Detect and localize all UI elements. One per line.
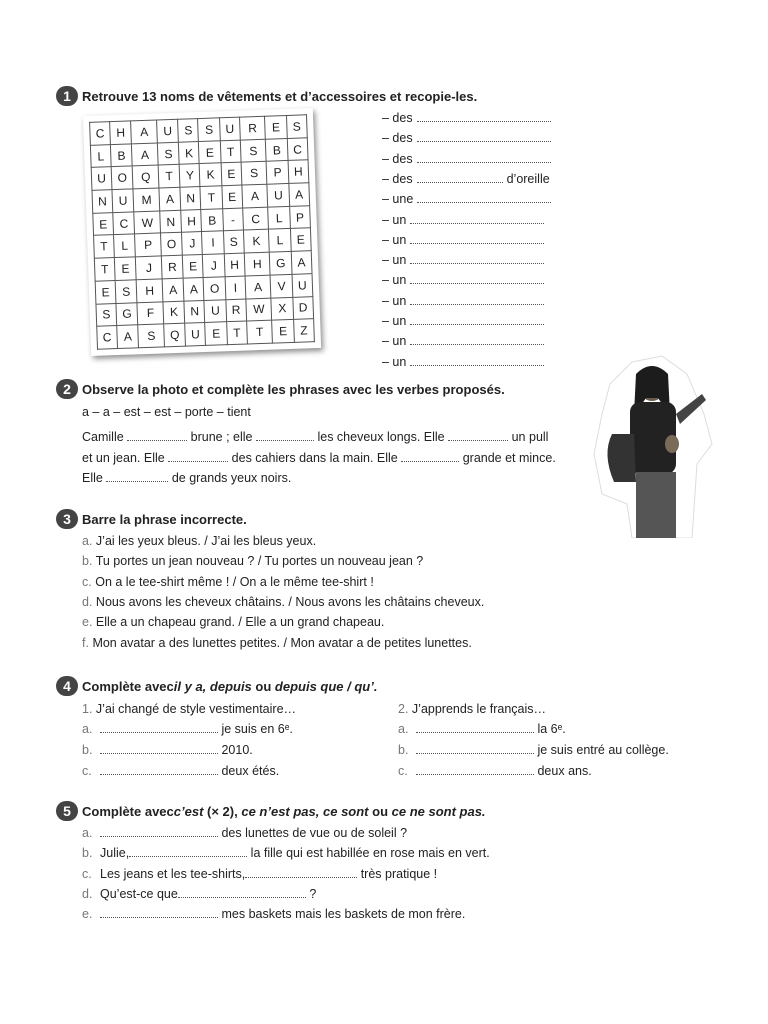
grid-cell: E: [95, 280, 116, 303]
sentence-item[interactable]: [82, 534, 316, 548]
grid-cell: P: [267, 161, 289, 184]
grid-cell: B: [201, 209, 223, 232]
grid-cell: L: [114, 234, 136, 257]
grid-cell: S: [198, 118, 220, 141]
exercise-number-badge: 2: [56, 379, 78, 399]
grid-cell: H: [288, 160, 309, 183]
suffix: d’oreille: [506, 171, 550, 186]
exercise-number-badge: 3: [56, 509, 78, 529]
item-text: deux étés.: [221, 764, 280, 778]
text: de grands yeux noirs.: [171, 471, 292, 485]
grid-cell: I: [202, 231, 224, 254]
grid-cell: O: [161, 233, 183, 256]
grid-cell: E: [265, 115, 287, 138]
answer-line: [382, 273, 544, 287]
title-part: depuis que / qu’.: [274, 678, 378, 694]
sentence-line-1: [82, 430, 548, 444]
title-part: ou: [368, 803, 392, 819]
item-letter: c.: [82, 574, 92, 589]
grid-cell: N: [160, 210, 182, 233]
exercise-2-heading: [56, 379, 505, 399]
grid-cell: B: [266, 138, 288, 161]
article: – des: [382, 151, 413, 166]
exercise-number-badge: 4: [56, 676, 78, 696]
exercise-3-heading: [56, 509, 247, 529]
grid-cell: Q: [164, 323, 186, 347]
grid-cell: P: [135, 233, 161, 257]
item-letter: c.: [82, 764, 92, 778]
grid-cell: H: [244, 252, 270, 276]
verb-list: a – a – est – est – porte – tient: [82, 405, 251, 419]
title-part: il y a, depuis: [173, 678, 252, 694]
sentence-item[interactable]: [82, 575, 374, 589]
blank[interactable]: [168, 451, 228, 462]
blank[interactable]: [410, 314, 544, 325]
fill-item: [398, 764, 669, 785]
article: – des: [382, 171, 413, 186]
exercise-number-badge: 5: [56, 801, 78, 821]
grid-cell: E: [93, 212, 114, 235]
title-part: Complète avec: [82, 678, 174, 694]
article: – un: [382, 212, 407, 227]
grid-cell: X: [271, 297, 293, 320]
grid-cell: C: [113, 212, 135, 235]
blank[interactable]: [100, 722, 218, 733]
title-part: c’est: [173, 803, 204, 819]
blank[interactable]: [245, 867, 357, 878]
grid-cell: F: [137, 301, 163, 325]
grid-cell: E: [114, 257, 136, 280]
fill-item: [82, 867, 437, 881]
item-pre: Julie,: [100, 846, 130, 861]
title-part: ce ne sont pas.: [391, 803, 486, 819]
fill-item: [82, 826, 407, 840]
grid-cell: K: [243, 230, 269, 254]
fill-item: [82, 846, 490, 860]
exercise-1-title: Retrouve 13 noms de vêtements et d’accessoires et recopie-les.: [82, 88, 478, 104]
grid-cell: B: [110, 144, 132, 167]
exercise-4-heading: [56, 676, 377, 696]
sentence-item[interactable]: [82, 554, 423, 568]
grid-cell: T: [227, 321, 248, 344]
blank[interactable]: [416, 722, 534, 733]
answer-line: [382, 233, 544, 247]
blank[interactable]: [178, 887, 306, 898]
exercise-4-column-1: [82, 702, 296, 785]
text: un pull: [511, 430, 549, 444]
blank[interactable]: [410, 253, 544, 264]
grid-cell: E: [272, 320, 294, 344]
blank[interactable]: [416, 743, 534, 754]
answer-line: [382, 131, 551, 145]
grid-cell: R: [226, 299, 247, 322]
grid-cell: S: [178, 119, 199, 142]
fill-item: [82, 743, 296, 764]
fill-item: [82, 907, 465, 921]
blank[interactable]: [410, 355, 544, 366]
answer-line: [382, 152, 551, 166]
grid-cell: O: [204, 277, 226, 300]
grid-cell: U: [91, 167, 112, 190]
item-letter: f.: [82, 635, 89, 650]
grid-cell: S: [223, 230, 244, 253]
grid-cell: J: [182, 232, 203, 255]
grid-cell: J: [136, 256, 162, 280]
grid-cell: D: [293, 296, 314, 319]
grid-cell: L: [268, 206, 290, 229]
item-text: je suis en 6ᵉ.: [221, 722, 293, 736]
item-text: je suis entré au collège.: [537, 743, 669, 757]
grid-cell: S: [240, 139, 266, 163]
sentence-line-3: [82, 471, 291, 485]
sentence-item[interactable]: [82, 636, 472, 650]
article: – un: [382, 334, 407, 349]
item-letter: c.: [398, 764, 408, 778]
text: et un jean. Elle: [82, 451, 165, 465]
grid-cell: W: [134, 211, 160, 235]
blank[interactable]: [100, 743, 218, 754]
grid-cell: U: [292, 273, 313, 296]
exercise-2-title: Observe la photo et complète les phrases avec les verbes proposés.: [82, 381, 505, 397]
item-letter: a.: [82, 722, 93, 736]
item-letter: a.: [82, 534, 93, 548]
grid-cell: T: [220, 140, 241, 163]
answer-line: [382, 253, 544, 267]
title-part: Complète avec: [82, 803, 174, 819]
exercise-number-badge: 1: [56, 86, 78, 106]
grid-cell: N: [184, 300, 205, 323]
blank[interactable]: [410, 233, 544, 244]
grid-cell: E: [205, 322, 227, 346]
item-letter: d.: [82, 594, 93, 609]
grid-cell: T: [94, 235, 115, 258]
grid-cell: A: [162, 278, 184, 301]
blank[interactable]: [410, 294, 544, 305]
text: les cheveux longs. Elle: [317, 430, 445, 444]
item-letter: e.: [82, 907, 93, 922]
sentence-line-2: [82, 451, 556, 465]
grid-cell: H: [137, 279, 163, 303]
grid-cell: U: [267, 184, 289, 207]
grid-cell: A: [289, 183, 310, 206]
item-number: 2.: [398, 702, 409, 716]
item-text: 2010.: [221, 743, 253, 757]
sentence-item[interactable]: [82, 615, 384, 629]
text: grande et mince.: [462, 451, 556, 465]
grid-cell: N: [180, 187, 201, 210]
grid-cell: S: [96, 303, 117, 326]
article: – des: [382, 111, 413, 125]
word-search-grid: [83, 108, 321, 356]
fill-item: [82, 887, 316, 901]
answer-line: [382, 111, 551, 125]
blank[interactable]: [401, 451, 459, 462]
item-text: On a le tee-shirt même ! / On a le même tee-shirt !: [95, 574, 374, 589]
grid-cell: U: [157, 119, 179, 142]
item-title: J’apprends le français…: [411, 702, 547, 716]
item-text: Mon avatar a des lunettes petites. / Mon avatar a de petites lunettes.: [92, 635, 472, 650]
blank[interactable]: [410, 334, 544, 345]
blank[interactable]: [100, 764, 218, 775]
grid-cell: I: [225, 276, 246, 299]
item-text: J’ai les yeux bleus. / J’ai les bleus yeux.: [95, 534, 317, 548]
answer-line: [382, 294, 544, 308]
article: – un: [382, 232, 407, 247]
item-letter: b.: [398, 743, 409, 757]
exercise-1-heading: [56, 86, 477, 106]
grid-cell: A: [291, 251, 312, 274]
fill-item: [82, 722, 296, 743]
article: – un: [382, 293, 407, 308]
grid-cell: A: [183, 277, 204, 300]
grid-cell: H: [224, 253, 245, 276]
grid-cell: C: [90, 122, 111, 145]
blank[interactable]: [129, 846, 247, 857]
grid-cell: K: [179, 141, 200, 164]
grid-cell: T: [200, 186, 222, 209]
grid-cell: T: [158, 165, 180, 188]
item-letter: e.: [82, 615, 93, 630]
item-post: mes baskets mais les baskets de mon frère.: [221, 907, 466, 922]
grid-cell: S: [138, 324, 164, 348]
item-text: deux ans.: [537, 764, 592, 778]
title-part: (× 2),: [203, 803, 242, 819]
grid-cell: T: [94, 258, 115, 281]
item-letter: b.: [82, 743, 93, 757]
article: – un: [382, 354, 407, 369]
grid-cell: A: [245, 275, 271, 299]
item-text: la 6ᵉ.: [537, 722, 566, 736]
grid-cell: Z: [293, 319, 314, 343]
article: – un: [382, 273, 407, 288]
text: Camille: [82, 430, 124, 444]
answer-line: [382, 192, 551, 206]
fill-item: [398, 722, 669, 743]
exercise-3-title: Barre la phrase incorrecte.: [82, 511, 247, 527]
item-letter: b.: [82, 846, 93, 861]
text: brune ; elle: [190, 430, 253, 444]
answer-line: [382, 334, 544, 348]
blank[interactable]: [416, 764, 534, 775]
item-text: Elle a un chapeau grand. / Elle a un grand chapeau.: [95, 615, 385, 630]
item-letter: d.: [82, 886, 93, 901]
blank[interactable]: [417, 152, 551, 163]
grid-cell: A: [242, 184, 268, 208]
item-title: J’ai changé de style vestimentaire…: [95, 702, 297, 716]
blank[interactable]: [417, 192, 551, 203]
blank[interactable]: [106, 471, 168, 482]
grid-cell: Q: [133, 165, 159, 189]
grid-cell: R: [161, 255, 183, 278]
blank[interactable]: [100, 826, 218, 837]
grid-cell: S: [241, 162, 267, 186]
blank[interactable]: [127, 430, 187, 441]
grid-cell: A: [159, 187, 181, 210]
grid-cell: H: [181, 209, 202, 232]
item-text: Nous avons les cheveux châtains. / Nous avons les châtains cheveux.: [95, 594, 485, 609]
exercise-5-heading: [56, 801, 486, 821]
text: des cahiers dans la main. Elle: [231, 451, 398, 465]
title-part: ou: [251, 678, 275, 694]
item-post: la fille qui est habillée en rose mais en vert.: [250, 846, 490, 861]
item-pre: Les jeans et les tee-shirts,: [100, 866, 246, 881]
article: – des: [382, 131, 413, 146]
blank[interactable]: [417, 111, 551, 122]
grid-cell: S: [157, 142, 179, 165]
grid-cell: Y: [180, 164, 201, 187]
grid-cell: N: [92, 190, 113, 213]
grid-cell: E: [183, 255, 204, 278]
sentence-item[interactable]: [82, 595, 484, 609]
grid-cell: C: [287, 137, 308, 160]
grid-cell: J: [203, 254, 225, 277]
answer-line: [382, 172, 550, 186]
grid-cell: R: [239, 116, 265, 140]
grid-cell: K: [200, 163, 222, 186]
blank[interactable]: [417, 131, 551, 142]
grid-cell: E: [290, 228, 311, 251]
answer-line: [382, 314, 544, 328]
grid-cell: E: [199, 140, 221, 163]
blank[interactable]: [417, 172, 503, 183]
grid-cell: K: [163, 301, 185, 324]
item-letter: c.: [82, 866, 92, 881]
grid-cell: S: [286, 115, 307, 138]
blank[interactable]: [448, 430, 508, 441]
item-post: ?: [309, 886, 317, 901]
grid-cell: G: [116, 302, 138, 325]
item-post: très pratique !: [360, 866, 438, 881]
grid-cell: E: [221, 162, 242, 185]
grid-cell: U: [185, 323, 206, 346]
grid-cell: G: [270, 252, 292, 275]
item-post: des lunettes de vue ou de soleil ?: [221, 826, 408, 840]
text: Elle: [82, 471, 103, 485]
grid-cell: E: [222, 185, 243, 208]
blank[interactable]: [256, 430, 314, 441]
blank[interactable]: [410, 213, 544, 224]
grid-cell: P: [289, 205, 310, 228]
grid-cell: A: [132, 143, 158, 167]
grid-cell: A: [131, 120, 157, 144]
grid-cell: W: [246, 298, 272, 322]
item-letter: b.: [82, 554, 93, 569]
grid-cell: L: [269, 229, 291, 252]
article: – un: [382, 314, 407, 328]
blank[interactable]: [410, 273, 544, 284]
grid-cell: U: [204, 299, 226, 322]
grid-cell: U: [112, 189, 134, 212]
fill-item: [398, 743, 669, 764]
item-number: 1.: [82, 702, 93, 716]
grid-cell: C: [243, 207, 269, 231]
grid-cell: A: [117, 325, 139, 349]
grid-cell: T: [247, 320, 273, 344]
answer-line: [382, 213, 544, 227]
grid-cell: U: [219, 117, 240, 140]
blank[interactable]: [100, 907, 218, 918]
grid-cell: -: [223, 208, 244, 231]
item-letter: a.: [398, 722, 409, 736]
fill-item: [82, 764, 296, 785]
item-pre: Qu’est-ce que: [100, 886, 178, 901]
grid-cell: C: [97, 326, 118, 349]
grid-cell: L: [90, 144, 111, 167]
grid-cell: O: [111, 166, 133, 189]
article: – une: [382, 192, 414, 207]
girl-photo: [592, 354, 714, 538]
item-letter: a.: [82, 826, 93, 840]
article: – un: [382, 253, 407, 268]
grid-cell: V: [270, 274, 292, 297]
grid-cell: H: [110, 121, 132, 144]
grid-cell: S: [115, 280, 137, 303]
item-text: Tu portes un jean nouveau ? / Tu portes un nouveau jean ?: [95, 554, 424, 569]
title-part: ce n’est pas, ce sont: [241, 803, 369, 819]
answer-line: [382, 355, 544, 369]
grid-cell: M: [133, 188, 159, 212]
exercise-4-column-2: [398, 702, 669, 785]
